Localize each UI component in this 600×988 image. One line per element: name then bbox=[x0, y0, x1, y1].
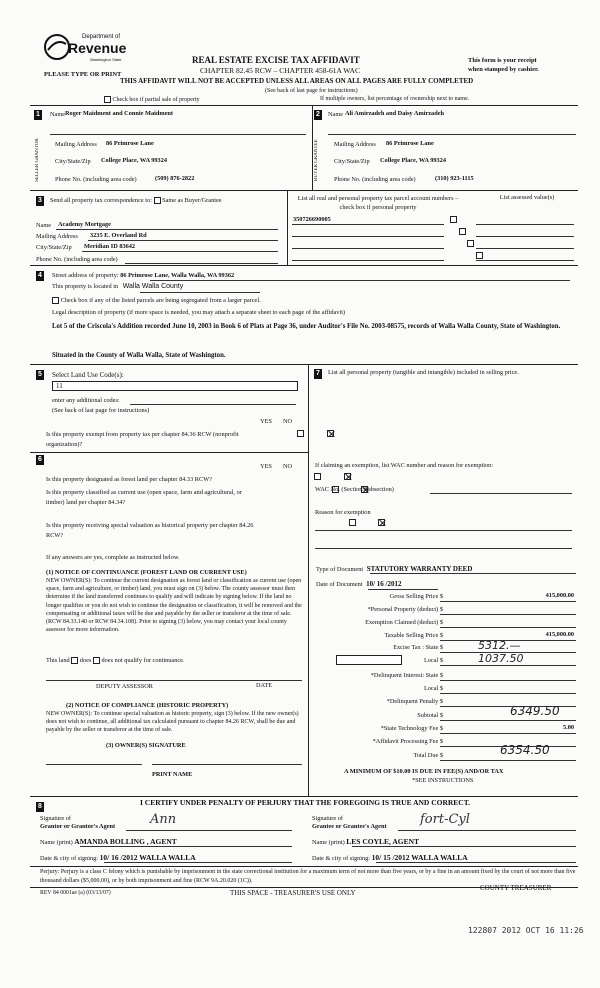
land-use-value: 11 bbox=[56, 382, 63, 390]
additional-codes: enter any additional codes: bbox=[52, 397, 120, 404]
sec12-divider bbox=[312, 105, 313, 190]
owner-signature-label: (3) OWNER(S) SIGNATURE bbox=[106, 742, 186, 749]
sec567-divider bbox=[308, 364, 309, 796]
exempt-yes-checkbox[interactable] bbox=[297, 430, 304, 437]
grantor-date: 10/ 16 /2012 WALLA WALLA bbox=[99, 853, 196, 862]
mail-name: Academy Mortgage bbox=[58, 221, 111, 228]
grantor-name: AMANDA BOLLING , AGENT bbox=[74, 837, 177, 846]
minimum-fee: A MINIMUM OF $10.00 IS DUE IN FEE(S) AND/OR TAX bbox=[344, 768, 504, 775]
street-label: Street address of property: bbox=[52, 272, 119, 279]
section-5-number: 5 bbox=[36, 370, 44, 380]
subtotal-label: Subtotal $ bbox=[417, 712, 443, 719]
section-7-number: 7 bbox=[314, 369, 322, 379]
buyer-phone-label: Phone No. (including area code) bbox=[334, 176, 416, 183]
section-1-number: 1 bbox=[34, 110, 42, 120]
mail-addr-label: Mailing Address bbox=[36, 233, 78, 240]
personal-prop-checkbox-3[interactable] bbox=[467, 240, 474, 247]
seller-city-label: City/State/Zip bbox=[55, 158, 91, 165]
sec8-top-rule bbox=[30, 796, 578, 797]
seller-phone: (509) 876-2822 bbox=[155, 175, 195, 182]
receipt-line2: when stamped by cashier. bbox=[468, 66, 539, 73]
grantee-sig-line bbox=[398, 830, 576, 831]
total-due-line bbox=[440, 760, 576, 761]
grantee-name-row bbox=[312, 837, 419, 846]
situated: Situated in the County of Walla Walla, State of Washington. bbox=[52, 352, 226, 359]
taxable-value: 415,000.00 bbox=[545, 631, 574, 638]
seller-name-label: Name bbox=[50, 111, 66, 118]
section-3-number: 3 bbox=[36, 196, 44, 206]
buyer-side-label: BUYER GRANTEE bbox=[314, 139, 319, 182]
logo-line1: Department of bbox=[82, 34, 121, 40]
mail-city-line bbox=[82, 251, 278, 252]
section-4-number: 4 bbox=[36, 271, 44, 281]
local-line bbox=[440, 665, 576, 666]
exempt-no-checkbox[interactable] bbox=[327, 430, 334, 437]
seller-phone-label: Phone No. (including area code) bbox=[55, 176, 137, 183]
assessed-line-2 bbox=[476, 236, 574, 237]
grantor-date-row bbox=[40, 853, 196, 862]
grantor-agent-label: Grantor or Grantor's Agent bbox=[40, 823, 116, 830]
exemption-line bbox=[440, 627, 576, 628]
wac-line bbox=[430, 493, 572, 494]
located-label: This property is located in bbox=[52, 283, 119, 290]
sec5-top-rule bbox=[30, 364, 578, 365]
sec6-top-rule bbox=[30, 452, 308, 453]
grantor-name-label: Name (print) bbox=[40, 839, 73, 846]
total-due-value: 6354.50 bbox=[500, 743, 550, 757]
segregated-checkbox[interactable] bbox=[52, 297, 59, 304]
does-label: does bbox=[79, 657, 92, 664]
assessed-line-3 bbox=[476, 248, 574, 249]
wac-label: WAC No. (Section/Subsection) bbox=[315, 486, 394, 493]
local-label: Local $ bbox=[423, 657, 443, 664]
seller-name: Roger Maidment and Connie Maidment bbox=[65, 110, 173, 117]
mail-name-line bbox=[56, 229, 278, 230]
see-instructions: *SEE INSTRUCTIONS bbox=[412, 777, 474, 784]
send-label: Send all property tax correspondence to: bbox=[50, 197, 152, 204]
additional-line bbox=[130, 404, 296, 405]
located-row bbox=[52, 283, 183, 290]
form-chapter: CHAPTER 82.45 RCW – CHAPTER 458-61A WAC bbox=[200, 66, 360, 75]
grantee-name-line bbox=[352, 846, 576, 847]
print-name-label: PRINT NAME bbox=[152, 771, 193, 778]
buyer-name-label: Name bbox=[328, 111, 344, 118]
sec5-yes: YES bbox=[260, 418, 272, 425]
grantor-sig-label: Signature of bbox=[40, 815, 71, 822]
logo-line3: Washington State bbox=[90, 57, 122, 62]
parcel-number: 350726690005 bbox=[293, 216, 331, 223]
assessed-header: List assessed value(s) bbox=[499, 194, 555, 201]
doc-date-label: Date of Document bbox=[316, 581, 363, 588]
grantor-date-line bbox=[104, 862, 292, 863]
personal-line bbox=[440, 614, 576, 615]
grantee-date-line bbox=[376, 862, 576, 863]
gross-line bbox=[440, 601, 576, 602]
notice2-body: NEW OWNER(S): To continue special valuation as historic property, sign (3) below. If the new owner(s) does not wish to continue, all additional tax calculated pursuant to chapter 84.26 RCW, shall be due and payable by the seller or transferor at the time of sale. bbox=[46, 711, 299, 734]
mail-phone-line bbox=[125, 263, 278, 264]
grantor-signature: Ann bbox=[150, 812, 177, 827]
total-due-label: Total Due $ bbox=[413, 752, 443, 759]
sec12-top-rule bbox=[30, 105, 578, 106]
doc-date-line bbox=[368, 589, 438, 590]
warning-line: THIS AFFIDAVIT WILL NOT BE ACCEPTED UNLESS ALL AREAS ON ALL PAGES ARE FULLY COMPLETED bbox=[120, 77, 474, 85]
grantor-sig-line bbox=[126, 830, 292, 831]
personal-prop-checkbox-1[interactable] bbox=[450, 216, 457, 223]
parcel-line-4 bbox=[292, 260, 444, 261]
partial-sale-label: Check box if partial sale of property bbox=[112, 96, 200, 103]
local2-label: Local $ bbox=[423, 685, 443, 692]
grantor-name-line bbox=[80, 846, 292, 847]
land-use-field[interactable] bbox=[52, 381, 298, 391]
grantor-name-row bbox=[40, 837, 177, 846]
street-value: 86 Primrose Lane, Walla Walla, WA 99362 bbox=[120, 272, 235, 279]
does-checkbox[interactable] bbox=[71, 657, 78, 664]
mail-phone-label: Phone No. (including area code) bbox=[36, 256, 118, 263]
notice1-body: NEW OWNER(S): To continue the current designation as forest land or classification as current use (open space, farm and agriculture, or timber) land, you must sign on (3) below. The county assessor must then determine if the land transferred continues to qualify and will indicate by signing below. If the land no longer qualifies or you do not wish to continue the designation or classification, it will be removed and the compensating or additional taxes will be due and payable by the seller or transferor at the time of sale. (RCW 84.33.140 or RCW 84.34.108). Prior to signing (3) below, you may contact your local county assessor for more information. bbox=[46, 578, 302, 634]
taxable-label: Taxable Selling Price $ bbox=[384, 632, 443, 639]
exemption-claim-label: If claiming an exemption, list WAC number and reason for exemption: bbox=[315, 462, 494, 469]
personal-deduct-label: *Personal Property (deduct) $ bbox=[367, 606, 443, 613]
gross-label: Gross Selling Price $ bbox=[389, 593, 443, 600]
excise-state-label: Excise Tax : State $ bbox=[393, 644, 443, 651]
local-tax-box[interactable] bbox=[336, 655, 402, 665]
tech-fee-line bbox=[440, 733, 576, 734]
sec3-bottom-rule bbox=[30, 265, 578, 266]
seller-addr-label: Mailing Address bbox=[55, 141, 97, 148]
section-8-number: 8 bbox=[36, 802, 44, 812]
parcel-line-2 bbox=[292, 236, 444, 237]
grantor-date-label: Date & city of signing: bbox=[40, 855, 99, 862]
deputy-date: DATE bbox=[256, 682, 273, 689]
tech-fee-label: *State Technology Fee $ bbox=[380, 725, 443, 732]
this-land-row bbox=[46, 657, 185, 664]
located-value: Walla Walla County bbox=[122, 283, 184, 290]
sec6-no: NO bbox=[283, 463, 293, 470]
deputy-assessor: DEPUTY ASSESSOR bbox=[96, 683, 153, 690]
doc-type-label: Type of Document bbox=[316, 566, 364, 573]
delinquent-penalty-label: *Delinquent Penalty $ bbox=[386, 698, 443, 705]
sec5-no: NO bbox=[283, 418, 293, 425]
county-treasurer: COUNTY TREASURER bbox=[480, 884, 552, 892]
partial-sale-checkbox[interactable] bbox=[104, 96, 111, 103]
doc-type-value: STATUTORY WARRANTY DEED bbox=[366, 565, 473, 573]
excise-state-value: 5312.— bbox=[478, 639, 521, 652]
historic-no-checkbox[interactable] bbox=[378, 519, 385, 526]
assessed-line-1 bbox=[476, 224, 574, 225]
local-value: 1037.50 bbox=[478, 652, 524, 665]
gross-value: 415,000.00 bbox=[545, 592, 574, 599]
logo-line2: Revenue bbox=[68, 40, 127, 56]
grantee-date-row bbox=[312, 853, 468, 862]
exempt-question: Is this property exempt from property tax per chapter 84.36 RCW (nonprofit organization)? bbox=[46, 431, 239, 448]
mail-name-label: Name bbox=[36, 222, 52, 229]
footer-top-rule bbox=[30, 866, 578, 867]
buyer-city-label: City/State/Zip bbox=[334, 158, 370, 165]
mail-addr: 3235 E. Overland Rd bbox=[90, 232, 147, 239]
perjury-statement: Perjury: Perjury is a class C felony which is punishable by imprisonment in the state correctional institution for a maximum term of not more than five years, or by a fine in an amount fixed by the court of not more than five thousand dollars ($5,000.00), or by both imprisonment and fine (RCW 9A.20.020 (1C)). bbox=[40, 869, 576, 884]
parcel-line-1 bbox=[292, 224, 444, 225]
forest-no-checkbox[interactable] bbox=[344, 473, 351, 480]
same-as-buyer-checkbox[interactable] bbox=[154, 197, 161, 204]
notice2-title: (2) NOTICE OF COMPLIANCE (HISTORIC PROPERTY) bbox=[66, 702, 229, 709]
owner-sig-line-2 bbox=[152, 764, 302, 765]
revenue-logo bbox=[42, 32, 128, 66]
exemption-deduct-label: Exemption Claimed (deduct) $ bbox=[365, 619, 443, 626]
legal-description: Lot 5 of the Criscola's Addition recorded June 10, 2003 in Book 6 of Plats at Page 36, under Auditor's File No. 2003-08575, records of Walla Walla County, State of Washington. bbox=[52, 323, 561, 330]
historic-question: Is this property receiving special valuation as historical property per chapter 84.26 RCW? bbox=[46, 522, 254, 539]
mail-addr-line bbox=[88, 240, 278, 241]
doc-date-value: 10/ 16 /2012 bbox=[366, 580, 402, 588]
form-title: REAL ESTATE EXCISE TAX AFFIDAVIT bbox=[192, 55, 360, 65]
historic-yes-checkbox[interactable] bbox=[349, 519, 356, 526]
grantee-name-label: Name (print) bbox=[312, 839, 345, 846]
forest-question: Is this property designated as forest land per chapter 84.33 RCW? bbox=[46, 476, 212, 483]
parcel-header: List all real and personal property tax parcel account numbers – check box if personal property bbox=[297, 195, 459, 211]
send-correspondence bbox=[50, 197, 222, 204]
seller-side-label: SELLER GRANTOR bbox=[35, 138, 40, 183]
forest-yes-checkbox[interactable] bbox=[314, 473, 321, 480]
seller-blank-line bbox=[50, 134, 306, 135]
partial-sale bbox=[104, 96, 199, 103]
doc-date-row bbox=[316, 580, 401, 588]
multiple-owners: If multiple owners, list percentage of ownership next to name. bbox=[320, 96, 470, 102]
sec3-divider bbox=[287, 190, 288, 265]
assessed-line-4 bbox=[476, 260, 574, 261]
deputy-line bbox=[46, 680, 302, 681]
local2-line bbox=[440, 693, 576, 694]
section-2-number: 2 bbox=[314, 110, 322, 120]
segregated-label: Check box if any of the listed parcels are being segregated from a larger parcel. bbox=[60, 297, 261, 304]
subtotal-line bbox=[440, 720, 576, 721]
cashier-stamp: 122807 2012 OCT 16 11:26 bbox=[468, 926, 584, 935]
doc-type-row bbox=[316, 565, 472, 573]
grantee-date-label: Date & city of signing: bbox=[312, 855, 371, 862]
sec12-bottom-rule bbox=[30, 190, 578, 191]
personal-property-label: List all personal property (tangible and intangible) included in selling price. bbox=[328, 369, 519, 376]
segregated-row bbox=[52, 297, 261, 304]
grantee-agent-label: Grantee or Grantee's Agent bbox=[312, 823, 387, 830]
see-back: (See back of last page for instructions) bbox=[265, 88, 358, 94]
parcel-line-3 bbox=[292, 248, 444, 249]
sec5-see-back: (See back of last page for instructions) bbox=[52, 407, 150, 414]
does-not-label: does not qualify for continuance. bbox=[101, 657, 185, 664]
personal-prop-checkbox-2[interactable] bbox=[459, 228, 466, 235]
grantee-name: LES COYLE, AGENT bbox=[346, 837, 420, 846]
reason-label: Reason for exemption bbox=[315, 509, 371, 516]
current-use-question: Is this property classified as current use (open space, farm and agricultural, or timber) land per chapter 84.34? bbox=[46, 489, 242, 506]
grantee-date: 10/ 15 /2012 WALLA WALLA bbox=[371, 853, 468, 862]
affidavit-fee-label: *Affidavit Processing Fee $ bbox=[372, 738, 443, 745]
this-land-label: This land bbox=[46, 657, 70, 664]
buyer-city: College Place, WA 99324 bbox=[380, 157, 446, 164]
street-line bbox=[150, 280, 570, 281]
land-use-label: Select Land Use Code(s): bbox=[52, 371, 124, 379]
buyer-addr: 86 Primrose Lane bbox=[386, 140, 434, 147]
buyer-name: Ali Amirzadeh and Daisy Amirzadeh bbox=[345, 110, 445, 117]
located-line bbox=[140, 292, 260, 293]
reason-line-1 bbox=[315, 530, 572, 531]
buyer-blank-line bbox=[328, 134, 576, 135]
seller-addr: 86 Primrose Lane bbox=[106, 140, 154, 147]
rev-number: REV 84 0001ae (a) (03/13/07) bbox=[40, 890, 111, 896]
grantee-signature: fort-Cyl bbox=[420, 812, 470, 827]
seller-city: College Place, WA 99324 bbox=[101, 157, 167, 164]
section-6-number: 6 bbox=[36, 455, 44, 465]
personal-prop-checkbox-4[interactable] bbox=[476, 252, 483, 259]
legal-label: Legal description of property (if more space is needed, you may attach a separate sheet to each page of the affidavit) bbox=[52, 309, 346, 316]
buyer-addr-label: Mailing Address bbox=[334, 141, 376, 148]
street-address-row bbox=[52, 272, 234, 279]
delinquent-interest-line bbox=[440, 680, 576, 681]
mail-city-label: City/State/Zip bbox=[36, 244, 72, 251]
owner-sig-line-1 bbox=[46, 764, 142, 765]
mail-city: Meridian ID 83642 bbox=[84, 243, 136, 250]
treasurer-space: THIS SPACE - TREASURER'S USE ONLY bbox=[230, 889, 356, 897]
sec6-yes: YES bbox=[260, 463, 272, 470]
certify-statement: I CERTIFY UNDER PENALTY OF PERJURY THAT THE FOREGOING IS TRUE AND CORRECT. bbox=[140, 798, 471, 807]
notice1-title: (1) NOTICE OF CONTINUANCE (FOREST LAND OR CURRENT USE) bbox=[46, 569, 247, 576]
buyer-phone: (310) 923-1115 bbox=[435, 175, 474, 182]
if-any-yes: If any answers are yes, complete as instructed below. bbox=[46, 554, 180, 561]
does-not-checkbox[interactable] bbox=[93, 657, 100, 664]
same-as-label: Same as Buyer/Grantee bbox=[162, 197, 222, 204]
delinquent-interest-label: *Delinquent Interest: State $ bbox=[370, 672, 443, 679]
receipt-line1: This form is your receipt bbox=[468, 57, 537, 64]
grantee-sig-label: Signature of bbox=[312, 815, 343, 822]
please-type: PLEASE TYPE OR PRINT bbox=[44, 71, 122, 78]
subtotal-value: 6349.50 bbox=[510, 704, 560, 718]
reason-line-2 bbox=[315, 548, 572, 549]
doc-type-line bbox=[370, 573, 576, 574]
tech-fee-value: 5.00 bbox=[562, 724, 574, 731]
